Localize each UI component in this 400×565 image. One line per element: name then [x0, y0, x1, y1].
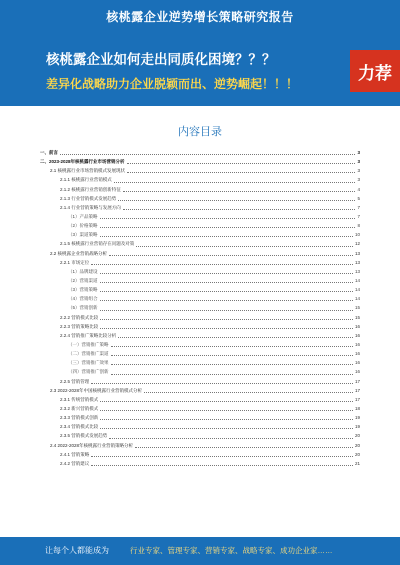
- toc-entry[interactable]: [40, 221, 360, 230]
- toc-entry-label: （1）品牌建设: [68, 268, 98, 274]
- toc-entry-page: 15: [354, 305, 360, 311]
- toc-entry-label: （三）营销推广效果: [68, 360, 109, 366]
- toc-entry-page: 3: [357, 150, 360, 155]
- toc-entry-page: 3: [357, 177, 360, 183]
- toc-entry[interactable]: [40, 303, 360, 312]
- toc-entry-page: 16: [354, 323, 360, 329]
- toc-entry-label: 2.3 2022-2028年中国核桃露行业营销模式分析: [50, 387, 143, 393]
- toc-entry[interactable]: [40, 239, 360, 248]
- toc-entry-page: 14: [354, 277, 360, 283]
- toc-leader-dots: [100, 327, 353, 329]
- toc-leader-dots: [91, 263, 353, 265]
- toc-leader-dots: [100, 309, 353, 311]
- toc-entry[interactable]: [40, 413, 360, 422]
- toc-entry-label: 2.1.5 核桃露行业营销存在问题及对策: [60, 241, 135, 247]
- toc-entry[interactable]: [40, 267, 360, 276]
- toc-leader-dots: [127, 162, 356, 164]
- toc-leader-dots: [109, 437, 353, 439]
- toc-entry[interactable]: [40, 285, 360, 294]
- toc-leader-dots: [100, 418, 353, 420]
- toc-entry[interactable]: [40, 322, 360, 331]
- toc-entry-page: 20: [354, 451, 360, 457]
- toc-entry-label: 2.1.4 行业营销策略与发展方向: [60, 204, 121, 210]
- top-header-band: [0, 0, 400, 32]
- toc-entry-page: 7: [357, 213, 360, 219]
- toc-entry[interactable]: [40, 157, 360, 166]
- toc-entry-page: 16: [354, 360, 360, 366]
- toc-entry-label: 2.2.3 营销策略比较: [60, 323, 99, 329]
- toc-entry-label: （4）营销组合: [68, 296, 98, 302]
- toc-entry[interactable]: [40, 249, 360, 258]
- toc-entry[interactable]: [40, 258, 360, 267]
- toc-entry[interactable]: [40, 367, 360, 376]
- toc-entry[interactable]: [40, 422, 360, 431]
- toc-entry-page: 14: [354, 287, 360, 293]
- toc-entry-label: 2.2.2 营销模式比较: [60, 314, 99, 320]
- toc-entry-page: 17: [354, 378, 360, 384]
- toc-leader-dots: [111, 345, 353, 347]
- toc-entry[interactable]: [40, 185, 360, 194]
- toc-leader-dots: [100, 427, 353, 429]
- toc-entry-label: （2）营销渠道: [68, 277, 98, 283]
- toc-leader-dots: [136, 245, 353, 247]
- toc-entry-label: 2.2.1 市场定位: [60, 259, 90, 265]
- toc-leader-dots: [144, 391, 353, 393]
- toc-entry[interactable]: [40, 148, 360, 157]
- toc-entry-label: （四）营销推广创新: [68, 369, 109, 375]
- footer-slogan-left: 让每个人都能成为: [45, 546, 109, 555]
- toc-entry[interactable]: [40, 175, 360, 184]
- toc-leader-dots: [91, 464, 353, 466]
- toc-leader-dots: [135, 446, 353, 448]
- toc-entry[interactable]: [40, 377, 360, 386]
- toc-entry[interactable]: [40, 331, 360, 340]
- toc-entry-page: 19: [354, 424, 360, 430]
- toc-leader-dots: [111, 363, 353, 365]
- footer-band: [0, 537, 400, 565]
- toc-entry-label: 2.1.1 核桃露行业营销模式: [60, 177, 112, 183]
- toc-entry-label: 2.3.2 新兴营销模式: [60, 405, 99, 411]
- hero-subheadline: 差异化战略助力企业脱颖而出、逆势崛起！！！: [46, 77, 299, 91]
- toc-entry-page: 16: [354, 369, 360, 375]
- toc-entry-label: 2.3.5 营销模式发展趋势: [60, 433, 108, 439]
- toc-leader-dots: [100, 299, 353, 301]
- toc-entry-page: 14: [354, 296, 360, 302]
- toc-entry-label: 2.4 2022-2028年核桃露行业营销策略分析: [50, 442, 134, 448]
- toc-entry-page: 16: [354, 351, 360, 357]
- toc-entry-page: 8: [357, 223, 360, 229]
- toc-entry-page: 20: [354, 442, 360, 448]
- toc-entry-label: 2.1 核桃露行业市场营销模式发展现状: [50, 168, 126, 174]
- toc-leader-dots: [100, 409, 353, 411]
- toc-entry-page: 13: [354, 250, 360, 256]
- toc-leader-dots: [111, 373, 353, 375]
- toc-entry-label: 2.1.3 行业营销模式发展趋势: [60, 195, 117, 201]
- toc-entry[interactable]: [40, 459, 360, 468]
- toc-entry-page: 3: [357, 159, 360, 165]
- toc-leader-dots: [109, 254, 353, 256]
- toc-entry-label: （1）产品策略: [68, 213, 98, 219]
- toc-entry[interactable]: [40, 203, 360, 212]
- toc-entry-label: （3）渠道策略: [68, 232, 98, 238]
- toc-entry-page: 5: [357, 195, 360, 201]
- toc-entry-label: （二）营销推广渠道: [68, 351, 109, 357]
- toc-leader-dots: [111, 354, 353, 356]
- toc-leader-dots: [91, 455, 353, 457]
- toc-leader-dots: [100, 217, 356, 219]
- toc-leader-dots: [100, 290, 353, 292]
- toc-entry-page: 19: [354, 415, 360, 421]
- toc-entry[interactable]: [40, 349, 360, 358]
- toc-entry-label: 2.4.1 营销策略: [60, 451, 90, 457]
- toc-entry-label: 2.3.1 传统营销模式: [60, 396, 99, 402]
- toc-entry-page: 12: [354, 241, 360, 247]
- toc-entry-page: 15: [354, 314, 360, 320]
- toc-entry-label: （3）营销策略: [68, 287, 98, 293]
- toc-title: 内容目录: [178, 126, 222, 138]
- toc-entry-label: （一）营销推广策略: [68, 341, 109, 347]
- toc-entry[interactable]: [40, 431, 360, 440]
- toc-entry-page: 17: [354, 387, 360, 393]
- toc-entry-page: 16: [354, 332, 360, 338]
- toc-entry[interactable]: [40, 404, 360, 413]
- toc-entry[interactable]: [40, 294, 360, 303]
- toc-entry-page: 7: [357, 204, 360, 210]
- toc-entry-label: 2.4.2 营销建议: [60, 460, 90, 466]
- recommend-badge: 力荐: [350, 50, 400, 92]
- toc-entry[interactable]: [40, 450, 360, 459]
- toc-entry[interactable]: [40, 230, 360, 239]
- toc-entry[interactable]: [40, 276, 360, 285]
- toc-entry-label: 2.1.2 核桃露行业营销创新特征: [60, 186, 121, 192]
- toc-entry-label: （2）价格策略: [68, 223, 98, 229]
- toc-entry[interactable]: [40, 441, 360, 450]
- table-of-contents: [40, 148, 360, 468]
- toc-entry[interactable]: [40, 386, 360, 395]
- toc-leader-dots: [127, 171, 355, 173]
- toc-entry-page: 3: [357, 168, 360, 174]
- toc-entry[interactable]: [40, 358, 360, 367]
- hero-banner: [0, 32, 400, 106]
- toc-entry[interactable]: [40, 395, 360, 404]
- toc-leader-dots: [100, 400, 353, 402]
- toc-entry-page: 13: [354, 268, 360, 274]
- toc-leader-dots: [123, 208, 356, 210]
- toc-entry-label: 2.2 核桃露企业营销战略分析: [50, 250, 108, 256]
- toc-entry-page: 18: [354, 405, 360, 411]
- toc-entry-label: 一、前言: [40, 150, 58, 155]
- toc-leader-dots: [60, 153, 355, 155]
- toc-leader-dots: [114, 181, 356, 183]
- toc-leader-dots: [118, 336, 353, 338]
- toc-entry-label: 2.2.4 营销推广策略比较分析: [60, 332, 117, 338]
- toc-entry[interactable]: [40, 313, 360, 322]
- toc-entry-page: 13: [354, 259, 360, 265]
- toc-leader-dots: [100, 226, 356, 228]
- toc-entry[interactable]: [40, 194, 360, 203]
- toc-leader-dots: [91, 382, 353, 384]
- toc-entry[interactable]: [40, 212, 360, 221]
- toc-leader-dots: [118, 199, 355, 201]
- toc-leader-dots: [100, 281, 353, 283]
- toc-entry-label: 2.2.5 营销管理: [60, 378, 90, 384]
- toc-entry[interactable]: [40, 340, 360, 349]
- toc-entry[interactable]: [40, 166, 360, 175]
- toc-entry-label: 二、2023-2028年核桃露行业市场营销分析: [40, 159, 125, 165]
- toc-leader-dots: [123, 190, 356, 192]
- toc-entry-page: 10: [354, 232, 360, 238]
- toc-entry-label: 2.3.3 营销模式创新: [60, 415, 99, 421]
- toc-entry-label: （5）营销创新: [68, 305, 98, 311]
- hero-headline: 核桃露企业如何走出同质化困境？？？: [46, 52, 276, 67]
- toc-leader-dots: [100, 272, 353, 274]
- toc-entry-label: 2.3.4 营销模式比较: [60, 424, 99, 430]
- toc-entry-page: 16: [354, 341, 360, 347]
- toc-entry-page: 4: [357, 186, 360, 192]
- toc-leader-dots: [100, 235, 353, 237]
- report-title: 核桃露企业逆势增长策略研究报告: [106, 10, 294, 24]
- toc-entry-page: 21: [354, 460, 360, 466]
- footer-slogan-right: 行业专家、管理专家、营销专家、战略专家、成功企业家……: [130, 546, 333, 555]
- toc-entry-page: 20: [354, 433, 360, 439]
- toc-entry-page: 17: [354, 396, 360, 402]
- toc-leader-dots: [100, 318, 353, 320]
